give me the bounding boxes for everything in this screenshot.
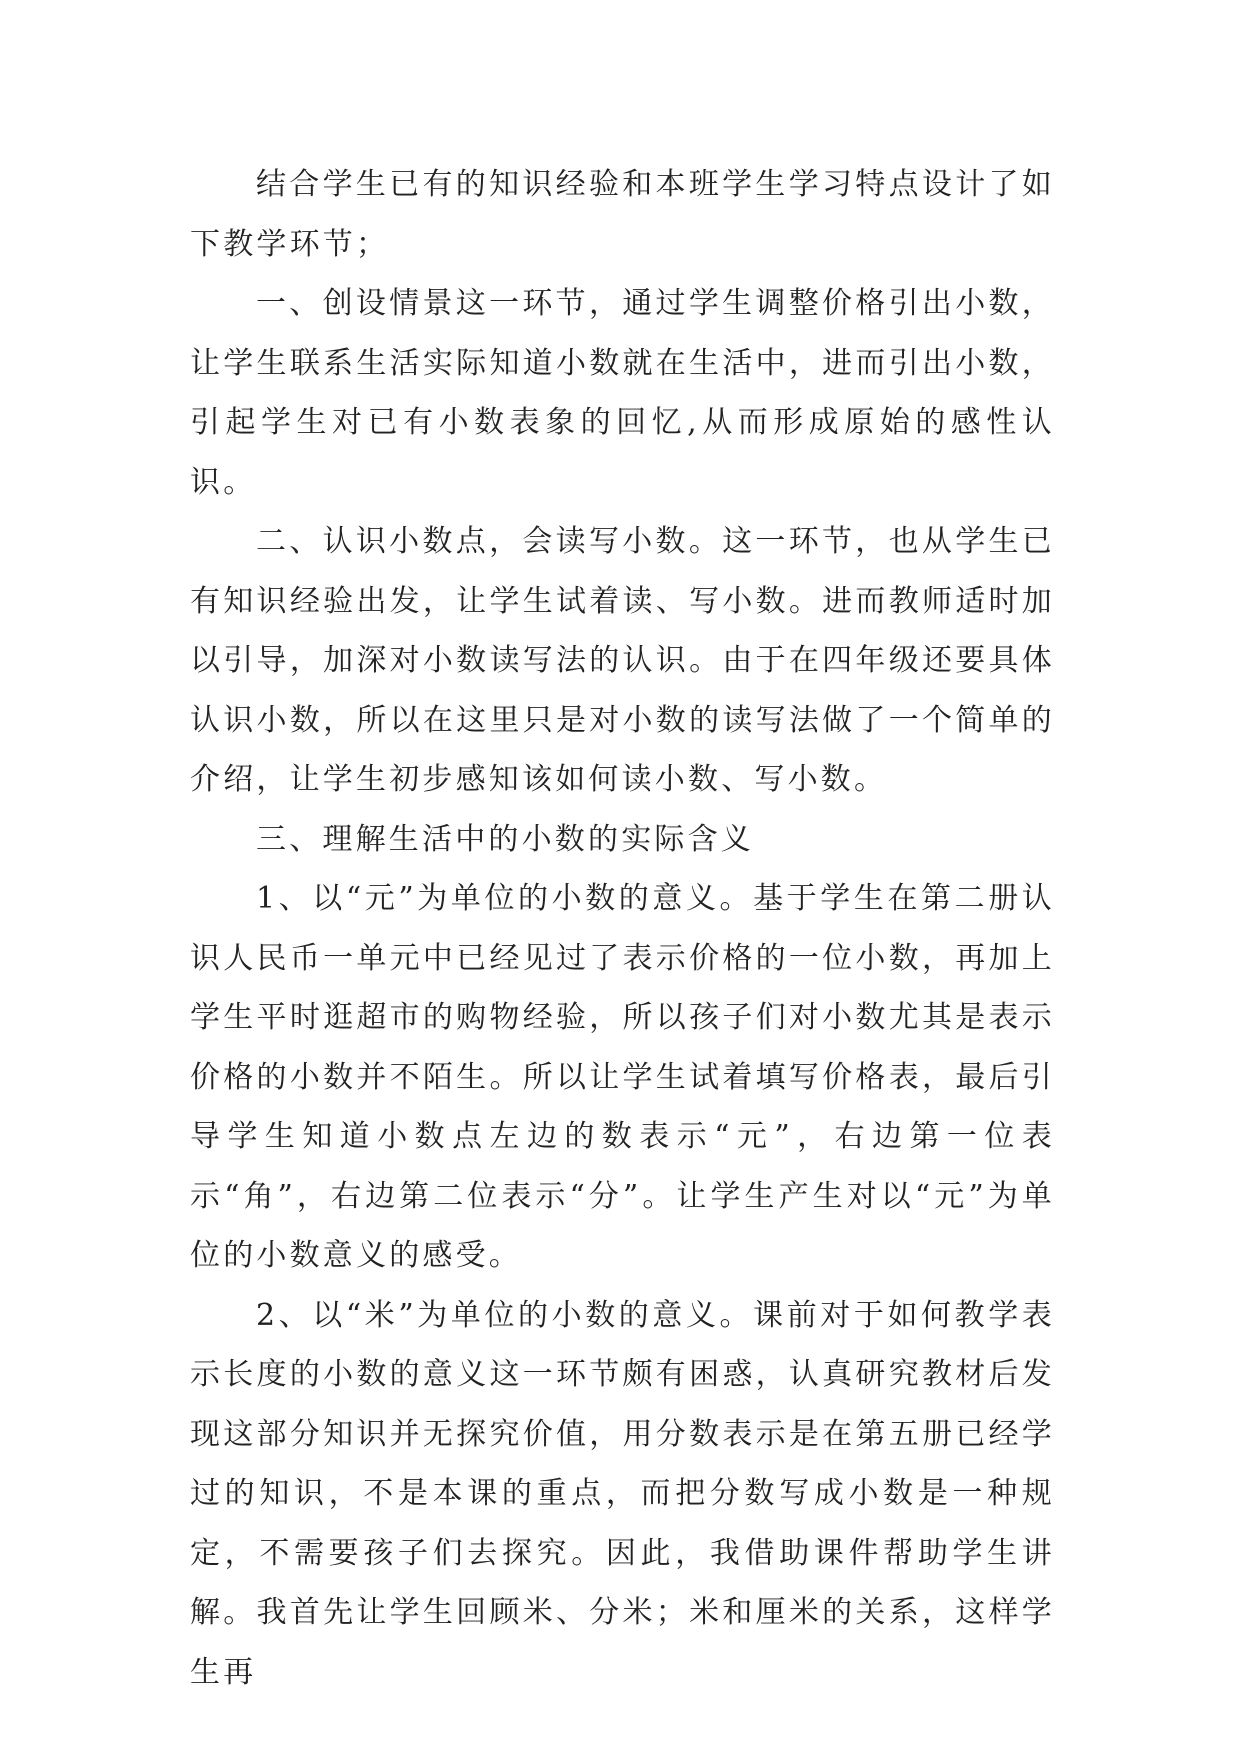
paragraph-section-2: 二、认识小数点，会读写小数。这一环节，也从学生已有知识经验出发，让学生试着读、写小数。进而教师适时加以引导，加深对小数读写法的认识。由于在四年级还要具体认识小数，所以在这里只是对小数的读写法做了一个简单的介绍，让学生初步感知该如何读小数、写小数。 [190,524,1055,797]
paragraph-section-1: 一、创设情景这一环节，通过学生调整价格引出小数，让学生联系生活实际知道小数就在生活中，进而引出小数，引起学生对已有小数表象的回忆,从而形成原始的感性认识。 [190,286,1055,500]
document-body [190,155,1055,1702]
paragraph-intro: 结合学生已有的知识经验和本班学生学习特点设计了如下教学环节； [190,167,1055,262]
paragraph-item-2: 2、以“米”为单位的小数的意义。课前对于如何教学表示长度的小数的意义这一环节颇有困惑，认真研究教材后发现这部分知识并无探究价值，用分数表示是在第五册已经学过的知识，不是本课的重点，而把分数写成小数是一种规定，不需要孩子们去探究。因此，我借助课件帮助学生讲解。我首先让学生回顾米、分米；米和厘米的关系，这样学生再 [190,1297,1055,1690]
paragraph-section-3-heading: 三、理解生活中的小数的实际含义 [256,821,754,857]
paragraph-item-1: 1、以“元”为单位的小数的意义。基于学生在第二册认识人民币一单元中已经见过了表示价格的一位小数，再加上学生平时逛超市的购物经验，所以孩子们对小数尤其是表示价格的小数并不陌生。所以让学生试着填写价格表，最后引导学生知道小数点左边的数表示“元”，右边第一位表示“角”，右边第二位表示“分”。让学生产生对以“元”为单位的小数意义的感受。 [190,881,1055,1273]
